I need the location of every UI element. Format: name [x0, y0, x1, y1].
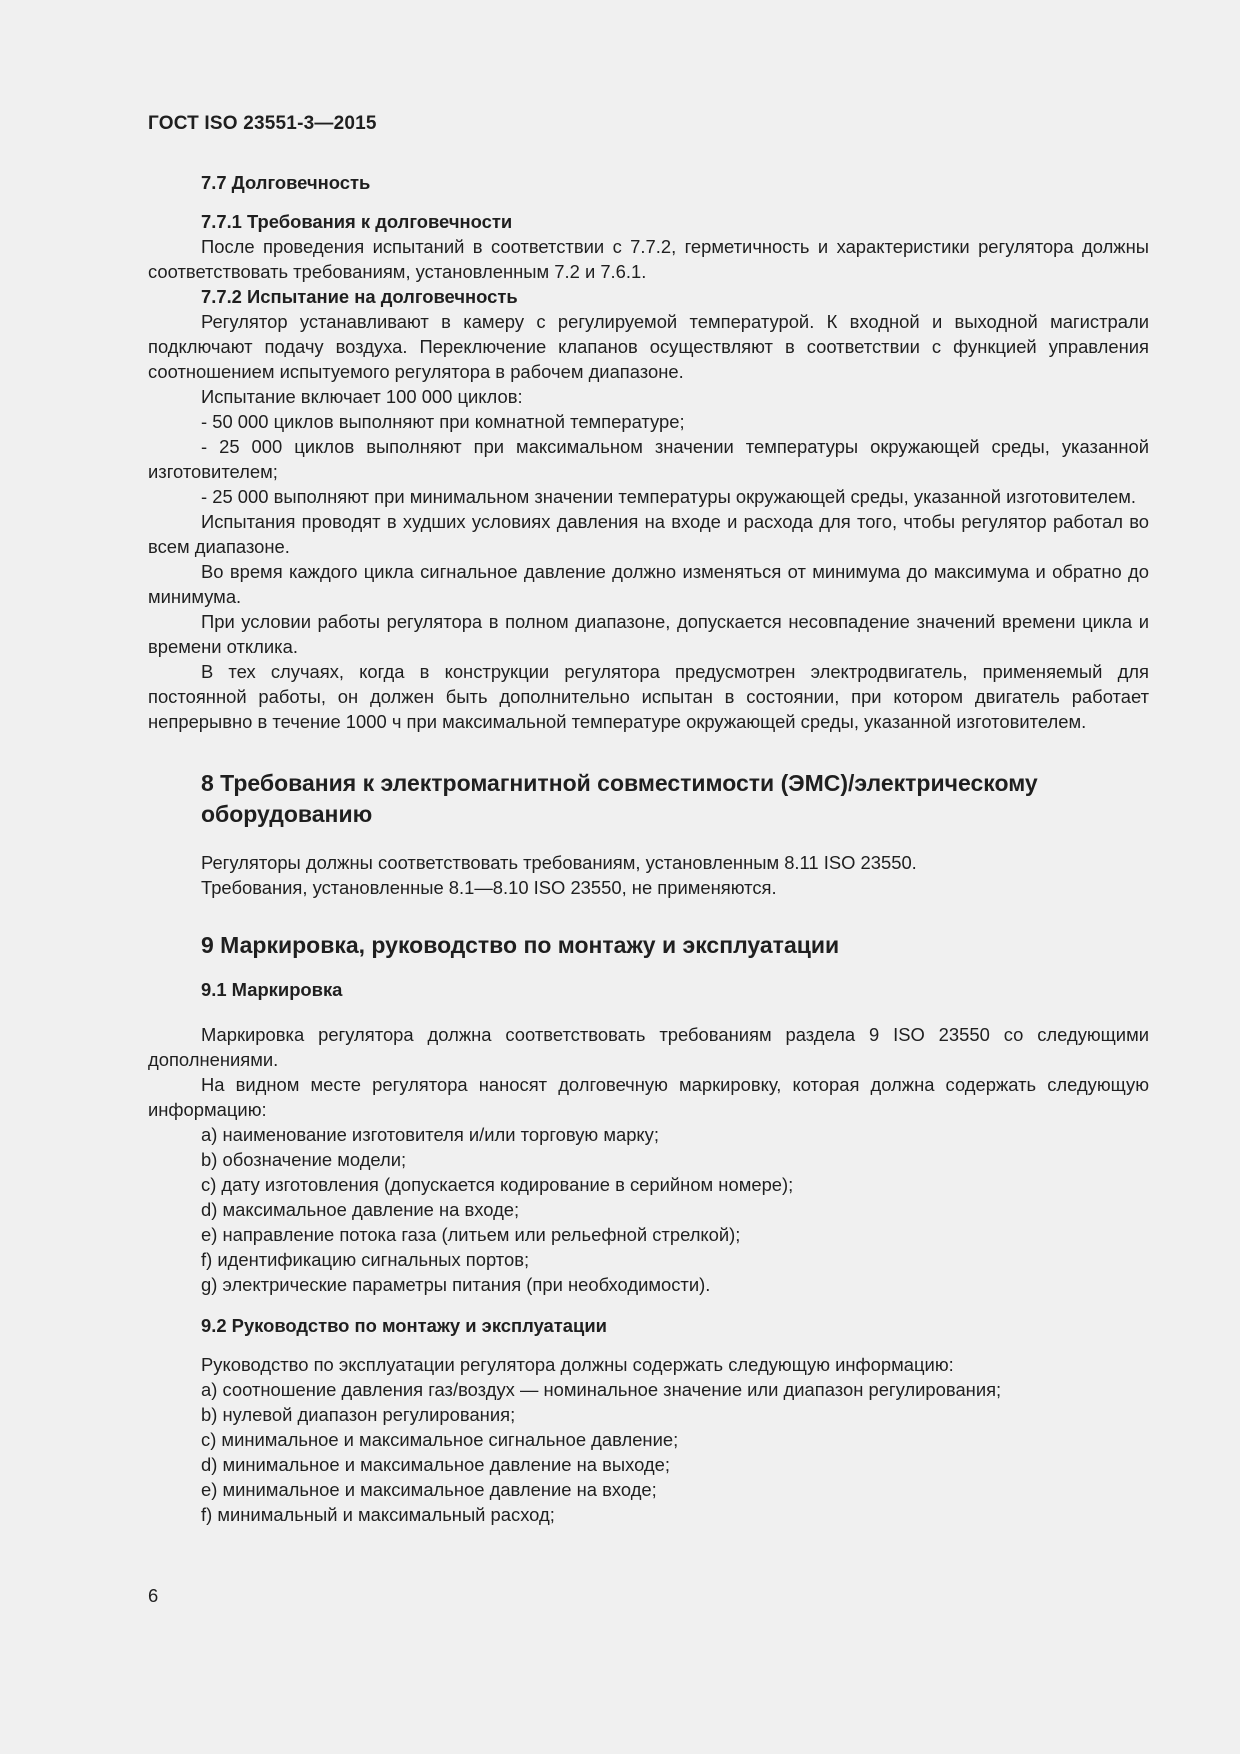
document-code-header: ГОСТ ISO 23551-3—2015 — [148, 113, 377, 134]
section-9-2-paragraph-1: Руководство по эксплуатации регулятора должны содержать следующую информацию: — [201, 1354, 954, 1375]
list-item: c) дату изготовления (допускается кодирование в серийном номере); — [201, 1174, 794, 1195]
list-item: a) наименование изготовителя и/или торговую марку; — [201, 1124, 659, 1145]
paragraph: При условии работы регулятора в полном диапазоне, допускается несовпадение значений времени цикла и времени отклика. — [148, 611, 1149, 657]
section-8-paragraph-2: Требования, установленные 8.1—8.10 ISO 23550, не применяются. — [201, 877, 777, 898]
section-9-2-title: 9.2 Руководство по монтажу и эксплуатации — [201, 1315, 607, 1336]
list-item: f) минимальный и максимальный расход; — [201, 1504, 555, 1525]
list-item: f) идентификацию сигнальных портов; — [201, 1249, 530, 1270]
list-item: e) минимальное и максимальное давление на входе; — [201, 1479, 657, 1500]
list-item: - 50 000 циклов выполняют при комнатной температуре; — [201, 411, 685, 432]
section-7-7-1-paragraph: После проведения испытаний в соответствии с 7.7.2, герметичность и характеристики регулятора должны соответствовать требованиям, установленным 7.2 и 7.6.1. — [148, 236, 1149, 282]
list-item: b) обозначение модели; — [201, 1149, 407, 1170]
section-9-1-paragraph-1: Маркировка регулятора должна соответствовать требованиям раздела 9 ISO 23550 со следующими дополнениями. — [148, 1024, 1149, 1070]
paragraph: Во время каждого цикла сигнальное давление должно изменяться от минимума до максимума и обратно до минимума. — [148, 561, 1149, 607]
section-8-paragraph-1: Регуляторы должны соответствовать требованиям, установленным 8.11 ISO 23550. — [201, 852, 917, 873]
section-7-7-1-title: 7.7.1 Требования к долговечности — [201, 211, 513, 232]
section-8-title: 8 Требования к электромагнитной совместимости (ЭМС)/электрическому оборудованию — [201, 770, 1038, 827]
paragraph: В тех случаях, когда в конструкции регулятора предусмотрен электродвигатель, применяемый для постоянной работы, он должен быть дополнительно испытан в состоянии, при котором двигатель работает непрерывно в течение 1000 ч при максимальной температуре окружающей среды, указанной изготовителем. — [148, 661, 1149, 732]
section-9-title: 9 Маркировка, руководство по монтажу и эксплуатации — [201, 932, 840, 958]
list-item: d) минимальное и максимальное давление на выходе; — [201, 1454, 670, 1475]
list-item: e) направление потока газа (литьем или рельефной стрелкой); — [201, 1224, 741, 1245]
section-9-2-list — [148, 1377, 1149, 1527]
section-9-1-title: 9.1 Маркировка — [201, 979, 343, 1000]
section-7-7-2-title: 7.7.2 Испытание на долговечность — [201, 286, 518, 307]
page-content — [148, 170, 1149, 1527]
section-9-1-list — [148, 1122, 1149, 1297]
list-item: - 25 000 выполняют при минимальном значении температуры окружающей среды, указанной изготовителем. — [201, 486, 1136, 507]
paragraph: Испытание включает 100 000 циклов: — [201, 386, 523, 407]
list-item: a) соотношение давления газ/воздух — номинальное значение или диапазон регулирования; — [201, 1379, 1002, 1400]
paragraph: Испытания проводят в худших условиях давления на входе и расхода для того, чтобы регулятор работал во всем диапазоне. — [148, 511, 1149, 557]
section-7-7-title: 7.7 Долговечность — [201, 172, 371, 193]
list-item: c) минимальное и максимальное сигнальное давление; — [201, 1429, 679, 1450]
paragraph: Регулятор устанавливают в камеру с регулируемой температурой. К входной и выходной магистрали подключают подачу воздуха. Переключение клапанов осуществляют в соответствии с функцией управления соотношением испытуемого регулятора в рабочем диапазоне. — [148, 311, 1149, 382]
list-item: - 25 000 циклов выполняют при максимальном значении температуры окружающей среды, указанной изготовителем; — [148, 436, 1149, 482]
section-9-1-paragraph-2: На видном месте регулятора наносят долговечную маркировку, которая должна содержать следующую информацию: — [148, 1074, 1149, 1120]
page-number: 6 — [148, 1585, 159, 1606]
list-item: g) электрические параметры питания (при необходимости). — [201, 1274, 711, 1295]
list-item: b) нулевой диапазон регулирования; — [201, 1404, 516, 1425]
list-item: d) максимальное давление на входе; — [201, 1199, 520, 1220]
